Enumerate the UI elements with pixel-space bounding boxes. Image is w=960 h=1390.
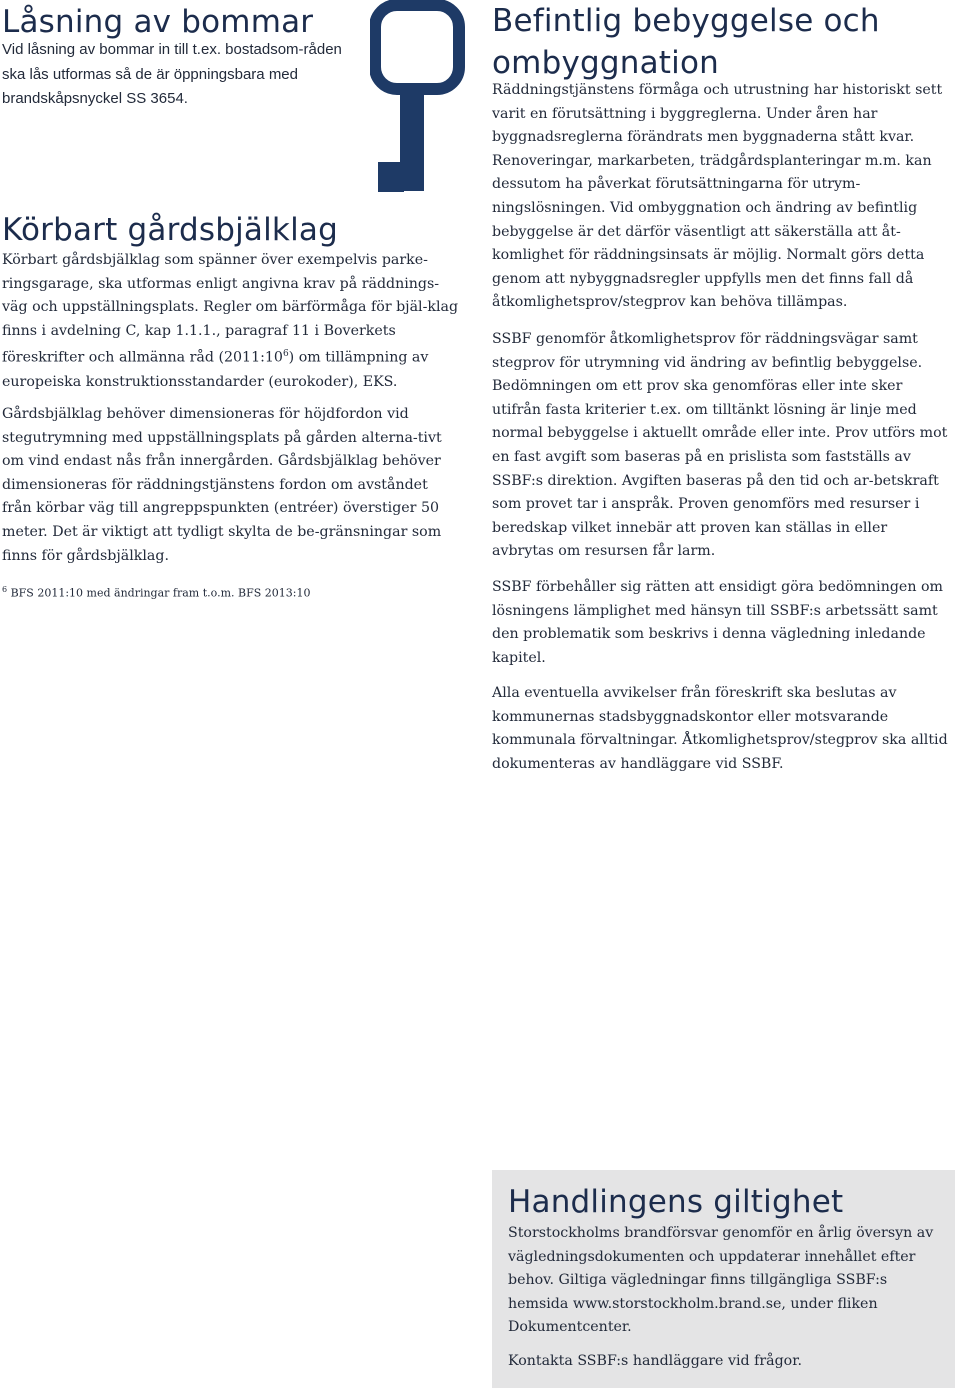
giltighet-paragraph-2: Kontakta SSBF:s handläggare vid frågor.	[508, 1353, 802, 1369]
giltighet-paragraph-1: Storstockholms brandförsvar genomför en årlig översyn av vägledningsdokumenten och uppdaterar innehållet efter behov. Giltiga vägledningar finns tillgängliga SSBF:s hemsida www.storstockholm.brand.se, under fliken Dokumentcenter.	[508, 1225, 934, 1336]
giltighet-box	[492, 1170, 955, 1388]
footnote	[2, 585, 310, 600]
heading-lasning-av-bommar: Låsning av bommar	[2, 4, 314, 40]
heading-handlingens-giltighet: Handlingens giltighet	[508, 1184, 844, 1220]
footnote-ref: 6	[282, 349, 289, 360]
key-icon	[370, 0, 466, 196]
lasning-text: Vid låsning av bommar in till t.ex. bostadsom-råden ska lås utformas så de är öppningsbara med brandskåpsnyckel SS 3654.	[2, 41, 342, 107]
korbart-p1-text-end: ) om tillämpning av europeiska konstruktionsstandarder (eurokoder), EKS.	[2, 350, 429, 390]
befintlig-paragraph-4: Alla eventuella avvikelser från föreskrift ska beslutas av kommunernas stadsbyggnadskontor eller motsvarande kommunala förvaltningar. Åtkomlighetsprov/stegprov ska alltid dokumenteras av handläggare vid SSBF.	[492, 685, 948, 772]
footnote-text: BFS 2011:10 med ändringar fram t.o.m. BFS 2013:10	[10, 586, 311, 600]
heading-korbart-gardsbjalklag: Körbart gårdsbjälklag	[2, 212, 338, 248]
korbart-p1-text: Körbart gårdsbjälklag som spänner över exempelvis parke-ringsgarage, ska utformas enligt angivna krav på räddnings-väg och uppställningsplats. Regler om bärförmåga för bjäl-klag finns i avdelning C, kap 1.1.1., paragraf 11 i Boverkets föreskrifter och allmänna råd (2011:10	[2, 252, 459, 367]
heading-befintlig-line1: Befintlig bebyggelse och	[492, 3, 880, 39]
befintlig-paragraph-2: SSBF genomför åtkomlighetsprov för räddningsvägar samt stegprov för utrymning vid ändring av befintlig bebyggelse. Bedömningen om ett prov ska genomföras eller inte sker utifrån fasta kriterier t.ex. om tilltänkt lösning är linje med normal bebyggelse i aktuellt område eller inte. Prov utförs mot en fast avgift som baseras på en prislista som fastställs av SSBF:s direktion. Avgiften baseras på den tid och ar-betskraft som provet tar i anspråk. Proven genomförs med resurser i beredskap vilket innebär att proven kan ställas in eller avbrytas om resursen får larm.	[492, 331, 948, 560]
heading-befintlig-bebyggelse	[492, 0, 880, 84]
korbart-paragraph-1	[2, 249, 460, 394]
befintlig-paragraph-3: SSBF förbehåller sig rätten att ensidigt göra bedömningen om lösningens lämplighet med hänsyn till SSBF:s arbetssätt samt den problematik som beskrivs i denna vägledning inledande kapitel.	[492, 579, 943, 666]
heading-befintlig-line2: ombyggnation	[492, 45, 719, 81]
befintlig-paragraph-1: Räddningstjänstens förmåga och utrustning har historiskt sett varit en förutsättning i byggreglerna. Under åren har byggnadsreglerna förändrats men byggnaderna stått kvar. Renoveringar, markarbeten, trädgårdsplanteringar m.m. kan dessutom ha påverkat förutsättningarna för utrym-ningslösningen. Vid ombyggnation och ändring av befintlig bebyggelse är det därför väsentligt att säkerställa att åt-komlighet för räddningsinsats är möjlig. Normalt görs detta genom att nybyggnadsregler uppfylls men det finns fall då åtkomlighetsprov/stegprov kan behöva tillämpas.	[492, 82, 943, 311]
korbart-paragraph-2: Gårdsbjälklag behöver dimensioneras för höjdfordon vid stegutrymning med uppställningsplats på gården alterna-tivt om vind endast nås från innergården. Gårdsbjälklag behöver dimensioneras för räddningstjänstens fordon om avståndet från körbar väg till angreppspunkten (entréer) överstiger 50 meter. Det är viktigt att tydligt skylta de be-gränsningar som finns för gårdsbjälklag.	[2, 406, 442, 564]
footnote-marker: 6	[2, 585, 8, 594]
